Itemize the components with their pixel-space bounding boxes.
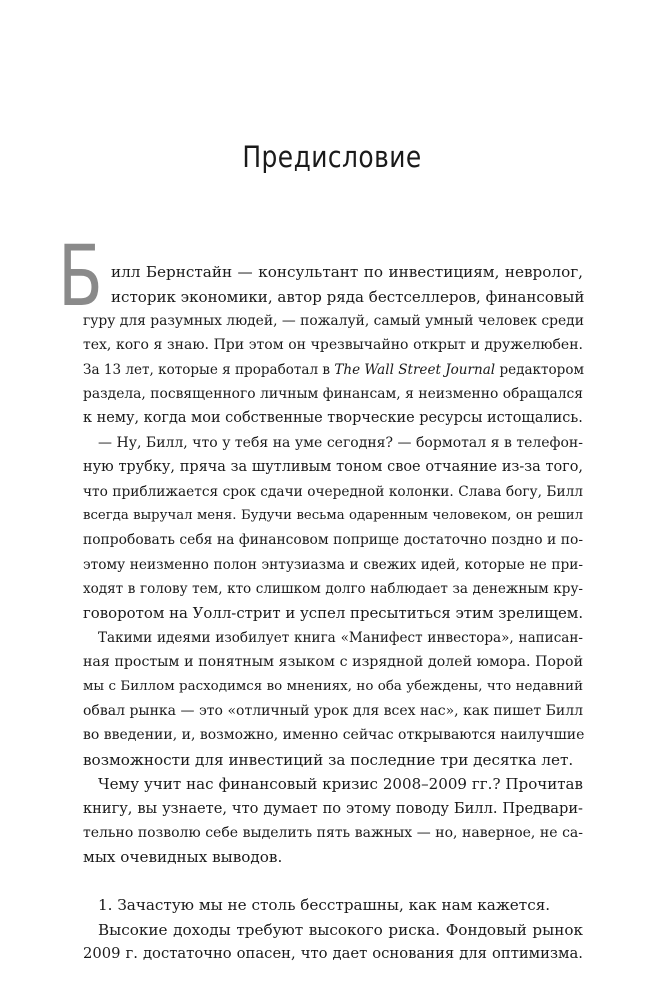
text-line: что приближается срок сдачи очередной колонки. Слава богу, Билл	[83, 484, 583, 500]
text-line: мых очевидных выводов.	[83, 848, 283, 866]
text-line: Чему учит нас финансовый кризис 2008–2009 гг.? Прочитав	[98, 775, 583, 793]
text-line: возможности для инвестиций за последние три десятка лет.	[83, 751, 574, 769]
text-line: к нему, когда мои собственные творческие ресурсы истощались.	[83, 410, 583, 426]
text-segment: За 13 лет, которые я проработал в	[83, 362, 335, 378]
text-line: говоротом на Уолл-стрит и успел пресытиться этим зрелищем.	[83, 604, 584, 622]
text-line: этому неизменно полон энтузиазма и свежих идей, которые не при-	[83, 557, 583, 573]
text-line: 2009 г. достаточно опасен, что дает основания для оптимизма.	[83, 945, 583, 962]
chapter-title: Предисловие	[242, 140, 422, 174]
text-line: попробовать себя на финансовом поприще достаточно поздно и по-	[83, 532, 583, 548]
text-line: илл Бернстайн — консультант по инвестициям, невролог,	[111, 263, 583, 281]
text-line: всегда выручал меня. Будучи весьма одаренным человеком, он решил	[83, 508, 583, 523]
publication-title: The Wall Street Journal	[334, 362, 496, 378]
text-line: гуру для разумных людей, — пожалуй, самый умный человек среди	[83, 313, 584, 329]
text-line: мы с Биллом расходимся во мнениях, но оба убеждены, что недавний	[83, 679, 583, 694]
text-line-wsj	[83, 358, 583, 382]
list-item-heading: 1. Зачастую мы не столь бесстрашны, как нам кажется.	[98, 896, 551, 914]
text-line: во введении, и, возможно, именно сейчас открываются наилучшие	[83, 727, 585, 743]
text-line: — Ну, Билл, что у тебя на уме сегодня? — бормотал я в телефон-	[98, 435, 583, 451]
text-line: обвал рынка — это «отличный урок для всех нас», как пишет Билл	[83, 703, 583, 719]
text-line: тельно позволю себе выделить пять важных — но, наверное, не са-	[83, 825, 583, 841]
text-line: Высокие доходы требуют высокого риска. Фондовый рынок	[98, 921, 583, 939]
text-line: ная простым и понятным языком с изрядной долей юмора. Порой	[83, 654, 583, 670]
text-line: книгу, вы узнаете, что думает по этому поводу Билл. Предвари-	[83, 800, 583, 817]
text-line: историк экономики, автор ряда бестселлеров, финансовый	[111, 288, 585, 306]
text-line: Такими идеями изобилует книга «Манифест инвестора», написан-	[98, 630, 583, 646]
text-line: ходят в голову тем, кто слишком долго наблюдает за денежным кру-	[83, 581, 583, 597]
text-line: раздела, посвященного личным финансам, я неизменно обращался	[83, 386, 583, 402]
text-line: ную трубку, пряча за шутливым тоном свое отчаяние из-за того,	[83, 459, 583, 475]
text-line: тех, кого я знаю. При этом он чрезвычайно открыт и дружелюбен.	[83, 337, 583, 353]
drop-cap: Б	[58, 227, 103, 325]
text-segment: редактором	[495, 362, 585, 378]
